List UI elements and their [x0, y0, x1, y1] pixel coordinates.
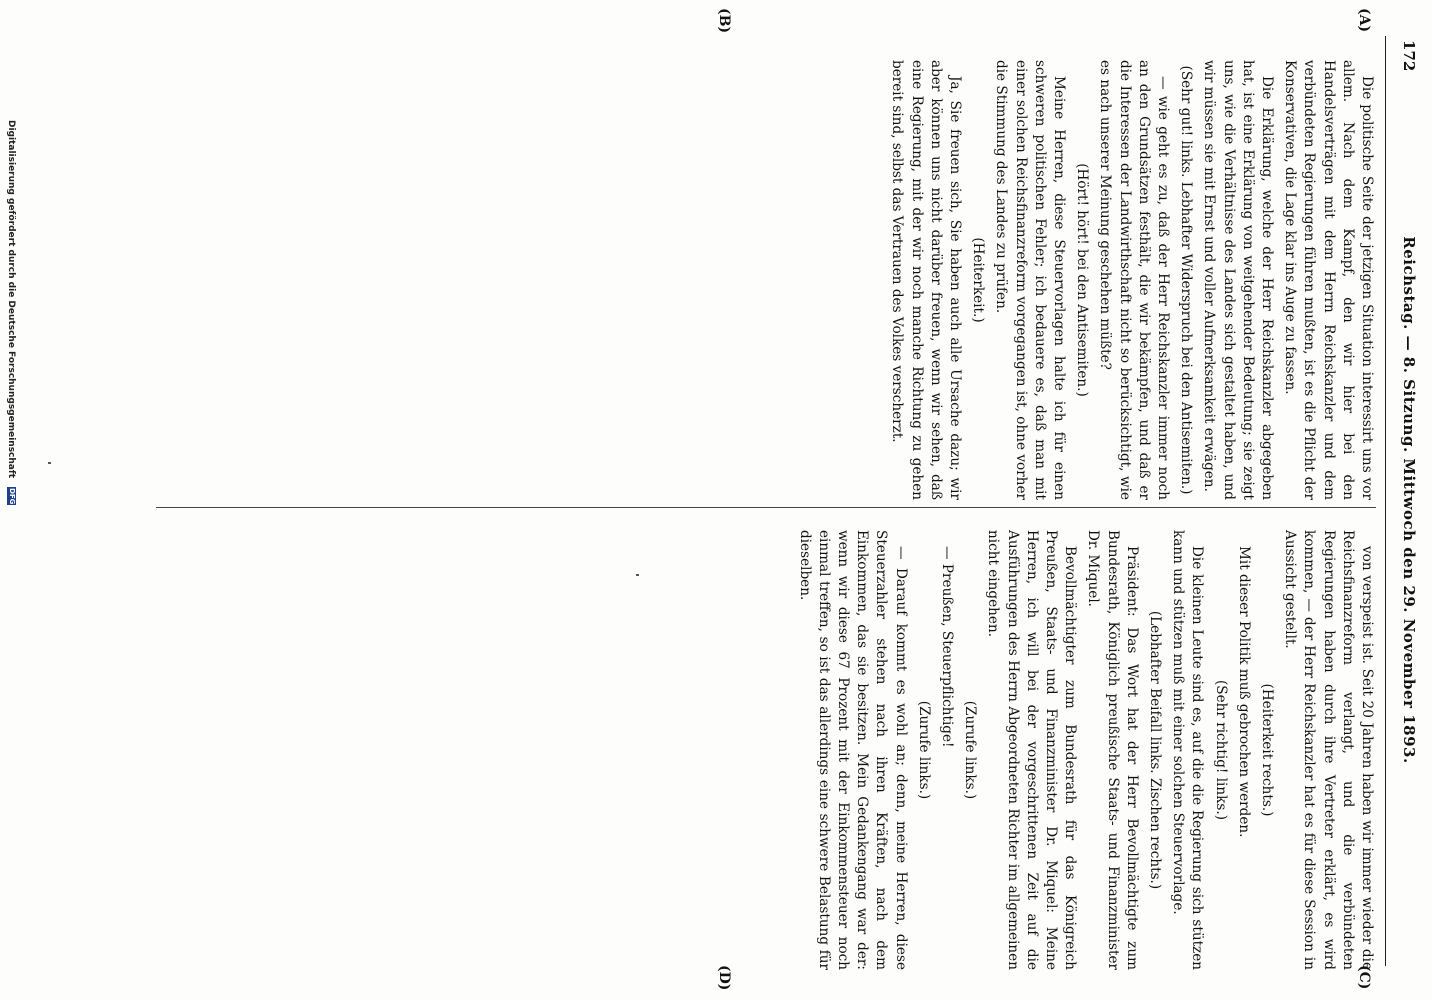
paragraph: — Preußen, Steuerpflichtige! — [938, 546, 955, 748]
digitization-footer — [6, 120, 16, 900]
interjection: (Heiterkeit.) — [970, 237, 987, 323]
interjection: (Heiterkeit rechts.) — [1258, 683, 1275, 817]
interjection: (Hört! hört! bei den Antisemiten.) — [1074, 163, 1091, 397]
interjection: (Lebhafter Beifall links. Zischen rechts.) — [1146, 610, 1163, 890]
paragraph: Meine Herren, diese Steuervorlagen halte ich für einen schweren politischen Fehler; ich bedauere es, daß man mit einer solchen Reichsfinanzreform vorgegangen ist, ohne vorher die Stimmung des Landes zu prüfen. — [993, 60, 1067, 500]
page-number: 172 — [1400, 40, 1418, 72]
margin-marker-a: (A) — [1356, 8, 1372, 33]
paragraph: Die Erklärung, welche der Herr Reichskanzler abgegeben hat, ist eine Erklärung von weitgehender Bedeutung; sie zeigt uns, wie die Verhältnisse des Landes sich gestaltet haben, und wir müssen sie mit Ernst und voller Aufmerksamkeit erwägen. — [1201, 60, 1275, 500]
paragraph: — wie geht es zu, daß der Herr Reichskanzler immer noch an den Grundsätzen festhält, die wir bekämpfen, und daß er die Interessen der Landwirthschaft nicht so berücksichtigt, wie es nach unserer Meinung geschehen müßte? — [1097, 60, 1171, 500]
paragraph: Die kleinen Leute sind es, auf die die Regierung sich stützen kann und stützen muß mit einer solchen Steuervorlage. — [1170, 530, 1206, 970]
dfg-logo: DFG — [8, 488, 16, 505]
footer-text: Digitalisierung gefördert durch die Deutsche Forschungsgemeinschaft — [6, 120, 16, 479]
left-column — [883, 60, 1376, 500]
interjection: (Zurufe links.) — [962, 700, 979, 800]
margin-marker-c: (C) — [1356, 965, 1372, 990]
interjection: (Zurufe links.) — [915, 700, 932, 800]
scan-speck — [636, 574, 639, 576]
interjection: (Sehr gut! links. Lebhafter Widerspruch bei den Antisemiten.) — [1178, 65, 1195, 495]
paragraph: Mit dieser Politik muß gebrochen werden. — [1235, 546, 1252, 838]
paragraph: Die politische Seite der jetzigen Situation interessirt uns vor allem. Nach dem Kampf, den wir hier bei den Handelsverträgen mit dem Herrn Reichskanzler und dem verbündeten Regierungen führen mußten, ist es die Pflicht der Konservativen, die Lage klar ins Auge zu fassen. — [1282, 60, 1375, 500]
speaker-paragraph: Bevollmächtigter zum Bundesrath für das Königreich Preußen, Staats- und Finanzminister Dr. Miquel: Meine Herren, ich will bei der vorgeschrittenen Zeit auf die Ausführungen des Herrn Abgeordneten Richter im allgemeinen nicht eingehen. — [985, 530, 1079, 970]
paragraph: von verspeist ist. Seit 20 Jahren haben wir immer wieder die Reichsfinanzreform verlangt, und die verbündeten Regierungen haben durch ihre Vertreter erklärt, es wird kommen, — der Herr Reichskanzler hat es für diese Session in Aussicht gestellt. — [1282, 530, 1375, 970]
paragraph: Ja, Sie freuen sich, Sie haben auch alle Ursache dazu; wir aber können uns nicht darüber freuen, wenn wir sehen, daß eine Regierung, mit der wir noch manche Richtung zu gehen bereit sind, selbst das Vertrauen des Volkes verscherzt. — [889, 60, 963, 500]
header-rule — [1385, 36, 1386, 966]
margin-marker-d: (D) — [716, 965, 732, 991]
margin-marker-b: (B) — [716, 8, 732, 34]
page-title: Reichstag. — 8. Sitzung. Mittwoch den 29. November 1893. — [1400, 236, 1418, 764]
interjection: (Sehr richtig! links.) — [1212, 679, 1229, 821]
paragraph: — Darauf kommt es wohl an; denn, meine Herren, diese Steuerzahler stehen nach ihren Kräften, nach dem Einkommen, das sie besitzen. Mein Gedankengang war der: wenn wir diese 67 Prozent mit der Einkommensteuer noch einmal treffen, so ist das allerdings eine schwere Belastung für dieselben. — [796, 530, 909, 970]
right-column — [790, 530, 1376, 970]
scan-speck — [48, 462, 51, 464]
page-header — [1388, 40, 1424, 960]
column-divider — [156, 507, 1376, 508]
speaker-paragraph: Präsident: Das Wort hat der Herr Bevollmächtigte zum Bundesrath, Königlich preußische Staats- und Finanzminister Dr. Miquel. — [1085, 530, 1140, 970]
